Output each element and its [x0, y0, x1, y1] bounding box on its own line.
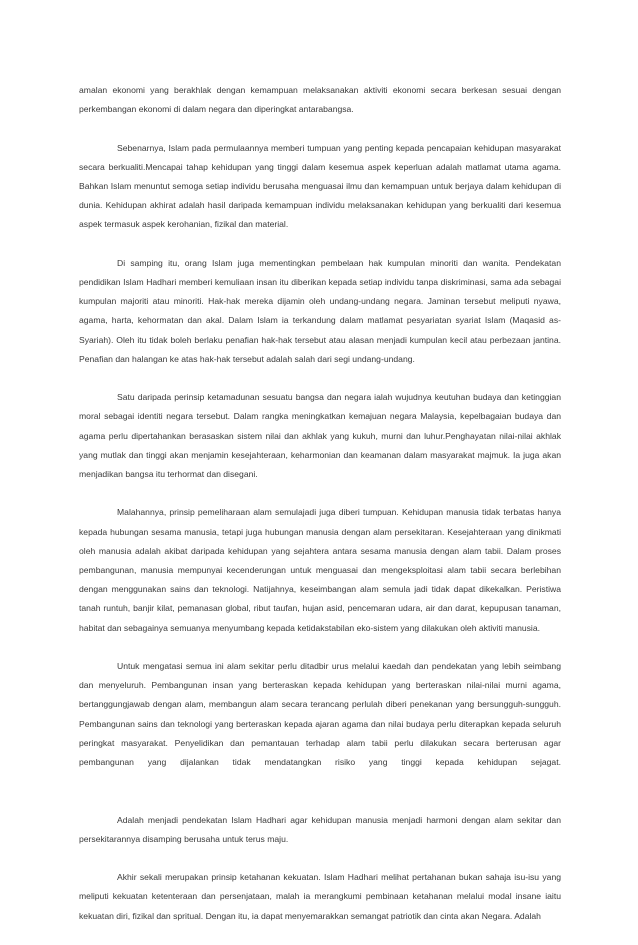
paragraph-quality-of-life: Sebenarnya, Islam pada permulaannya memberi tumpuan yang penting kepada pencapaian kehidupan masyarakat secara berkualiti.Mencapai tahap kehidupan yang tinggi dalam kesemua aspek keperluan adalah matlamat utama agama. Bahkan Islam menuntut semoga setiap individu berusaha menguasai ilmu dan kemampuan untuk berjaya dalam kehidupan di dunia. Kehidupan akhirat adalah hasil daripada kemampuan individu melaksanakan kehidupan yang berkualiti dari kesemua aspek termasuk aspek kerohanian, fizikal dan material.	[79, 142, 561, 230]
paragraph-defence-strength: Akhir sekali merupakan prinsip ketahanan kekuatan. Islam Hadhari melihat pertahanan bukan sahaja isu-isu yang meliputi kekuatan ketenteraan dan persenjataan, malah ia merangkumi pembinaan ketahanan melalui modal insane iaitu kekuatan diri, fizikal dan spritual. Dengan itu, ia dapat menyemarakkan semangat patriotik dan cinta akan Negara. Adalah	[79, 872, 561, 921]
document-body	[79, 81, 561, 945]
paragraph-environment: Malahannya, prinsip pemeliharaan alam semulajadi juga diberi tumpuan. Kehidupan manusia tidak terbatas hanya kepada hubungan sesama manusia, tetapi juga hubungan manusia dengan alam persekitaran. Kesejahteraan yang dinikmati oleh manusia adalah akibat daripada kehidupan yang sejahtera antara sesama manusia dengan alam tabii. Dalam proses pembangunan, manusia mempunyai kecenderungan untuk menguasai dan mengeksploitasi alam tabii secara berlebihan dengan menggunakan sains dan teknologi. Natijahnya, keseimbangan alam semula jadi tidak dapat dikekalkan. Peristiwa tanah runtuh, banjir kilat, pemanasan global, ribut taufan, hujan asid, pencemaran udara, air dan darat, kepupusan tanaman, habitat dan sebagainya semuanya menyumbang kepada ketidakstabilan eko-sistem yang dilakukan oleh aktiviti manusia.	[79, 507, 561, 633]
paragraph-culture-morality: Satu daripada perinsip ketamadunan sesuatu bangsa dan negara ialah wujudnya keutuhan budaya dan ketinggian moral sebagai identiti negara tersebut. Dalam rangka meningkatkan kemajuan negara Malaysia, kepelbagaian budaya dan agama perlu dipertahankan berasaskan sistem nilai dan akhlak yang kukuh, murni dan luhur.Penghayatan nilai-nilai akhlak yang mutlak dan tinggi akan menjamin kesejahteraan, keharmonian dan keamanan dalam masyarakat majmuk. Ia juga akan menjadikan bangsa itu terhormat dan disegani.	[79, 392, 561, 480]
paragraph-environment-management: Untuk mengatasi semua ini alam sekitar perlu ditadbir urus melalui kaedah dan pendekatan yang lebih seimbang dan menyeluruh. Pembangunan insan yang berteraskan kepada kehidupan yang berteraskan nilai-nilai murni agama, bertanggungjawab dengan alam, membangun alam secara terancang perlulah diberi penekanan yang bersungguh-sungguh. Pembangunan sains dan teknologi yang berteraskan kepada ajaran agama dan nilai budaya perlu diterapkan kepada seluruh peringkat masyarakat. Penyelidikan dan pemantauan terhadap alam tabii perlu dilakukan secara berterusan agar pembangunan yang dijalankan tidak mendatangkan risiko yang tinggi kepada kehidupan sejagat.	[79, 661, 561, 768]
paragraph-harmony: Adalah menjadi pendekatan Islam Hadhari agar kehidupan manusia menjadi harmoni dengan alam sekitar dan persekitarannya disamping berusaha untuk terus maju.	[79, 814, 561, 844]
paragraph-continuation: amalan ekonomi yang berakhlak dengan kemampuan melaksanakan aktiviti ekonomi secara berkesan sesuai dengan perkembangan ekonomi di dalam negara dan diperingkat antarabangsa.	[79, 85, 561, 115]
paragraph-minority-rights: Di samping itu, orang Islam juga mementingkan pembelaan hak kumpulan minoriti dan wanita. Pendekatan pendidikan Islam Hadhari memberi kemuliaan insan itu diberikan kepada setiap individu tanpa diskriminasi, sama ada sebagai kumpulan majoriti atau minoriti. Hak-hak mereka dijamin oleh undang-undang negara. Jaminan tersebut meliputi nyawa, agama, harta, kehormatan dan akal. Dalam Islam ia terkandung dalam matlamat pesyariatan syariat Islam (Maqasid as-Syariah). Oleh itu tidak boleh berlaku penafian hak-hak tersebut atau alasan menjadi kumpulan kecil atau perbezaan jantina. Penafian dan halangan ke atas hak-hak tersebut adalah salah dari segi undang-undang.	[79, 257, 561, 364]
